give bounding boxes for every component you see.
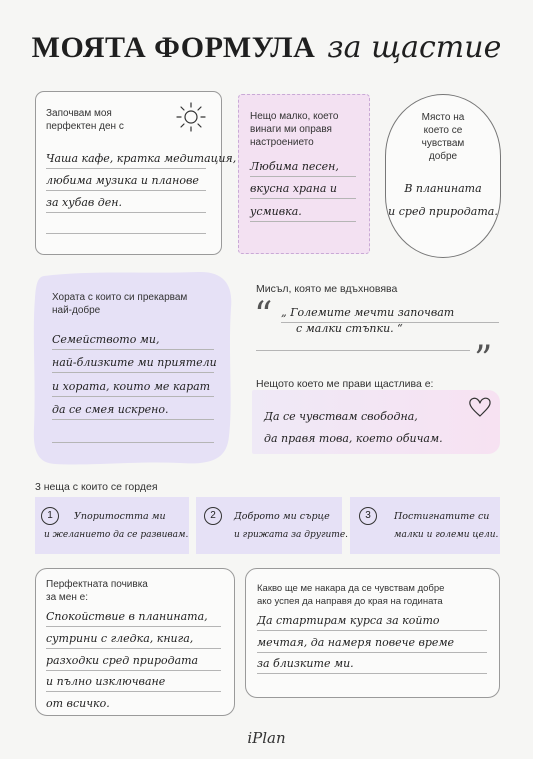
morning-line-2: любима музика и планове [46, 174, 199, 187]
proud-card-1 [35, 497, 189, 554]
quote-rule-2 [256, 350, 470, 351]
page-title [0, 30, 533, 65]
sun-icon [175, 102, 207, 132]
vacation-rule-1 [46, 626, 221, 627]
people-label-2: най-добре [52, 305, 101, 316]
small-things-rule-3 [250, 221, 356, 222]
quote-line-1: „ Големите мечти започват [281, 306, 455, 319]
place-label-1: Място на [421, 112, 465, 123]
place-line-1: В планината [404, 182, 482, 195]
vacation-label-1: Перфектната почивка [46, 579, 148, 590]
goal-label-2: ако успея да направя до края на годината [257, 596, 443, 607]
proud-3-line-2: малки и големи цели. [394, 530, 499, 540]
goal-line-1: Да стартирам курса за който [257, 614, 440, 627]
small-things-line-2: вкусна храна и [250, 182, 338, 195]
people-label-1: Хората с които си прекарвам [52, 292, 188, 303]
people-rule-1 [52, 349, 214, 350]
place-line-2: и сред природата. [388, 205, 498, 218]
small-things-label-1: Нещо малко, което [250, 111, 339, 122]
goal-line-2: мечтая, да намеря повече време [257, 636, 455, 649]
goal-line-3: за близките ми. [257, 657, 354, 670]
vacation-line-3: разходки сред природата [46, 654, 199, 667]
people-rule-3 [52, 396, 214, 397]
goal-rule-2 [257, 652, 487, 653]
close-quote-icon: ” [474, 339, 493, 380]
vacation-rule-2 [46, 648, 221, 649]
morning-line-1: Чаша кафе, кратка медитация, [46, 152, 237, 165]
place-label-4: добре [428, 151, 458, 162]
morning-rule-3 [46, 212, 206, 213]
happy-line-1: Да се чувствам свободна, [264, 410, 418, 423]
goal-rule-3 [257, 673, 487, 674]
proud-1-line-1: Упоритостта ми [74, 511, 166, 522]
title-script: за щастие [327, 30, 502, 65]
goal-rule-1 [257, 630, 487, 631]
vacation-line-1: Спокойствие в планината, [46, 610, 208, 623]
proud-2-line-1: Доброто ми сърце [234, 511, 330, 522]
vacation-line-5: от всичко. [46, 697, 110, 710]
vacation-label-2: за мен е: [46, 592, 89, 603]
morning-rule-1 [46, 168, 206, 169]
vacation-line-4: и пълно изключване [46, 675, 166, 688]
small-things-line-3: усмивка. [250, 205, 302, 218]
vacation-rule-4 [46, 691, 221, 692]
morning-label-1: Започвам моя [46, 108, 112, 119]
people-line-1: Семейството ми, [52, 333, 160, 346]
small-things-label-3: настроението [250, 137, 314, 148]
proud-2-line-2: и грижата за другите. [234, 530, 349, 540]
people-line-4: да се смея искрено. [52, 403, 169, 416]
small-things-label-2: винаги ми оправя [250, 124, 332, 135]
proud-number-1: 1 [41, 507, 59, 525]
iplan-logo: iPlan [247, 729, 286, 747]
place-label-3: чувствам [421, 138, 465, 149]
happy-label: Нещото което ме прави щастлива е: [256, 378, 434, 390]
people-rule-2 [52, 372, 214, 373]
title-main: МОЯТА ФОРМУЛА [31, 31, 316, 64]
happy-line-2: да правя това, което обичам. [264, 432, 443, 445]
people-rule-5 [52, 442, 214, 443]
heart-icon [468, 396, 492, 418]
people-line-3: и хората, които ме карат [52, 380, 211, 393]
small-things-rule-1 [250, 176, 356, 177]
place-label-2: което се [423, 125, 463, 136]
proud-1-line-2: и желанието да се развивам. [44, 530, 189, 540]
proud-card-2 [196, 497, 342, 554]
vacation-line-2: сутрини с гледка, книга, [46, 632, 194, 645]
goal-label-1: Какво ще ме накара да се чувствам добре [257, 583, 445, 594]
proud-number-3: 3 [359, 507, 377, 525]
proud-number-2: 2 [204, 507, 222, 525]
morning-label-2: перфектен ден с [46, 121, 124, 132]
morning-rule-4 [46, 233, 206, 234]
people-line-2: най-близките ми приятели [52, 356, 217, 369]
proud-3-line-1: Постигнатите си [394, 511, 490, 522]
open-quote-icon: “ [254, 295, 273, 336]
small-things-line-1: Любима песен, [250, 160, 339, 173]
vacation-rule-3 [46, 670, 221, 671]
proud-label: 3 неща с които се гордея [35, 481, 158, 493]
inspiration-label: Мисъл, която ме вдъхновява [256, 283, 398, 295]
morning-line-3: за хубав ден. [46, 196, 123, 209]
morning-rule-2 [46, 190, 206, 191]
quote-line-2: с малки стъпки. “ [296, 322, 403, 335]
people-rule-4 [52, 419, 214, 420]
proud-card-3 [350, 497, 500, 554]
small-things-rule-2 [250, 198, 356, 199]
